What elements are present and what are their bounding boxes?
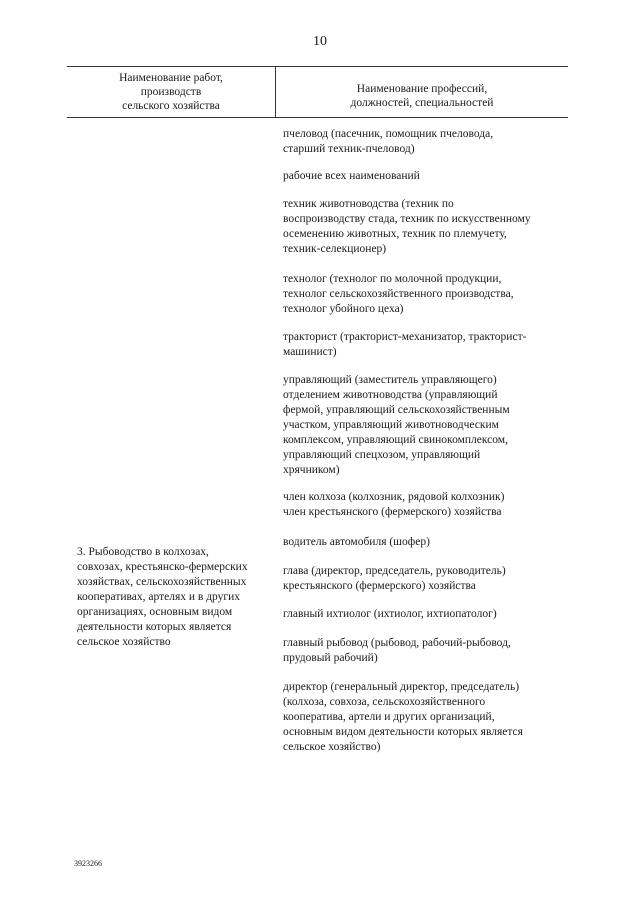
profession-line: (колхоза, совхоза, сельскохозяйственного [283,696,486,708]
profession-item [283,490,573,520]
section-label-line: хозяйствах, сельскохозяйственных [77,576,247,588]
profession-line: старший техник-пчеловод) [283,143,415,155]
header-line: сельского хозяйства [122,100,220,112]
profession-line: участком, управляющий животноводческим [283,419,499,431]
page-number: 10 [313,34,327,49]
header-line: должностей, специальностей [350,97,494,109]
profession-line: главный ихтиолог (ихтиолог, ихтиопатолог) [283,608,497,620]
header-column-works [67,71,275,113]
profession-line: водитель автомобиля (шофер) [283,536,430,548]
section-label-line: совхозах, крестьянско-фермерских [77,561,248,573]
profession-line: управляющий спецхозом, управляющий [283,449,481,461]
header-line: производств [140,86,202,98]
profession-item [283,607,573,622]
profession-line: машинист) [283,346,337,358]
profession-line: рабочие всех наименований [283,170,420,182]
profession-item [283,564,573,594]
profession-line: комплексом, управляющий свинокомплексом, [283,434,508,446]
header-line: Наименование работ, [119,72,223,84]
profession-line: осеменению животных, техник по племучету, [283,228,507,240]
table-header [67,66,568,118]
section-label-line: организациях, основным видом [77,606,233,618]
profession-line: воспроизводству стада, техник по искусственному [283,213,531,225]
section-label-line: 3. Рыбоводство в колхозах, [77,546,209,558]
profession-line: технолог убойного цеха) [283,303,404,315]
profession-line: техник-селекционер) [283,243,387,255]
profession-line: технолог сельскохозяйственного производства, [283,288,514,300]
profession-line: управляющий (заместитель управляющего) [283,374,497,386]
profession-item [283,535,573,550]
profession-item [283,330,573,360]
document-code: 3923266 [74,859,102,868]
profession-line: отделением животноводства (управляющий [283,389,498,401]
profession-line: крестьянского (фермерского) хозяйства [283,580,476,592]
header-column-professions [276,82,568,110]
profession-line: технолог (технолог по молочной продукции, [283,273,502,285]
profession-line: сельское хозяйство) [283,741,381,753]
profession-item [283,169,573,184]
profession-item [283,680,573,755]
profession-line: член колхоза (колхозник, рядовой колхозник) [283,491,505,503]
profession-line: техник животноводства (техник по [283,198,454,210]
profession-item [283,197,573,257]
profession-line: глава (директор, председатель, руководитель) [283,565,506,577]
professions-list [283,127,573,755]
profession-line: кооператива, артели и других организаций, [283,711,495,723]
header-line: Наименование профессий, [356,83,488,95]
profession-item [283,272,573,317]
profession-line: тракторист (тракторист-механизатор, тракторист- [283,331,527,343]
profession-line: основным видом деятельности которых является [283,726,523,738]
section-label-line: сельское хозяйство [77,636,171,648]
section-label-line: кооперативах, артелях и в других [77,591,241,603]
profession-item [283,127,573,157]
section-label-fish-farming [77,545,277,650]
profession-line: главный рыбовод (рыбовод, рабочий-рыбовод, [283,637,511,649]
profession-line: директор (генеральный директор, председатель) [283,681,520,693]
profession-item [283,373,573,478]
profession-line: член крестьянского (фермерского) хозяйства [283,506,502,518]
profession-line: фермой, управляющий сельскохозяйственным [283,404,510,416]
profession-line: пчеловод (пасечник, помощник пчеловода, [283,128,494,140]
profession-line: прудовый рабочий) [283,652,378,664]
section-label-line: деятельности которых является [77,621,232,633]
profession-item [283,636,573,666]
profession-line: хрячником) [283,464,340,476]
